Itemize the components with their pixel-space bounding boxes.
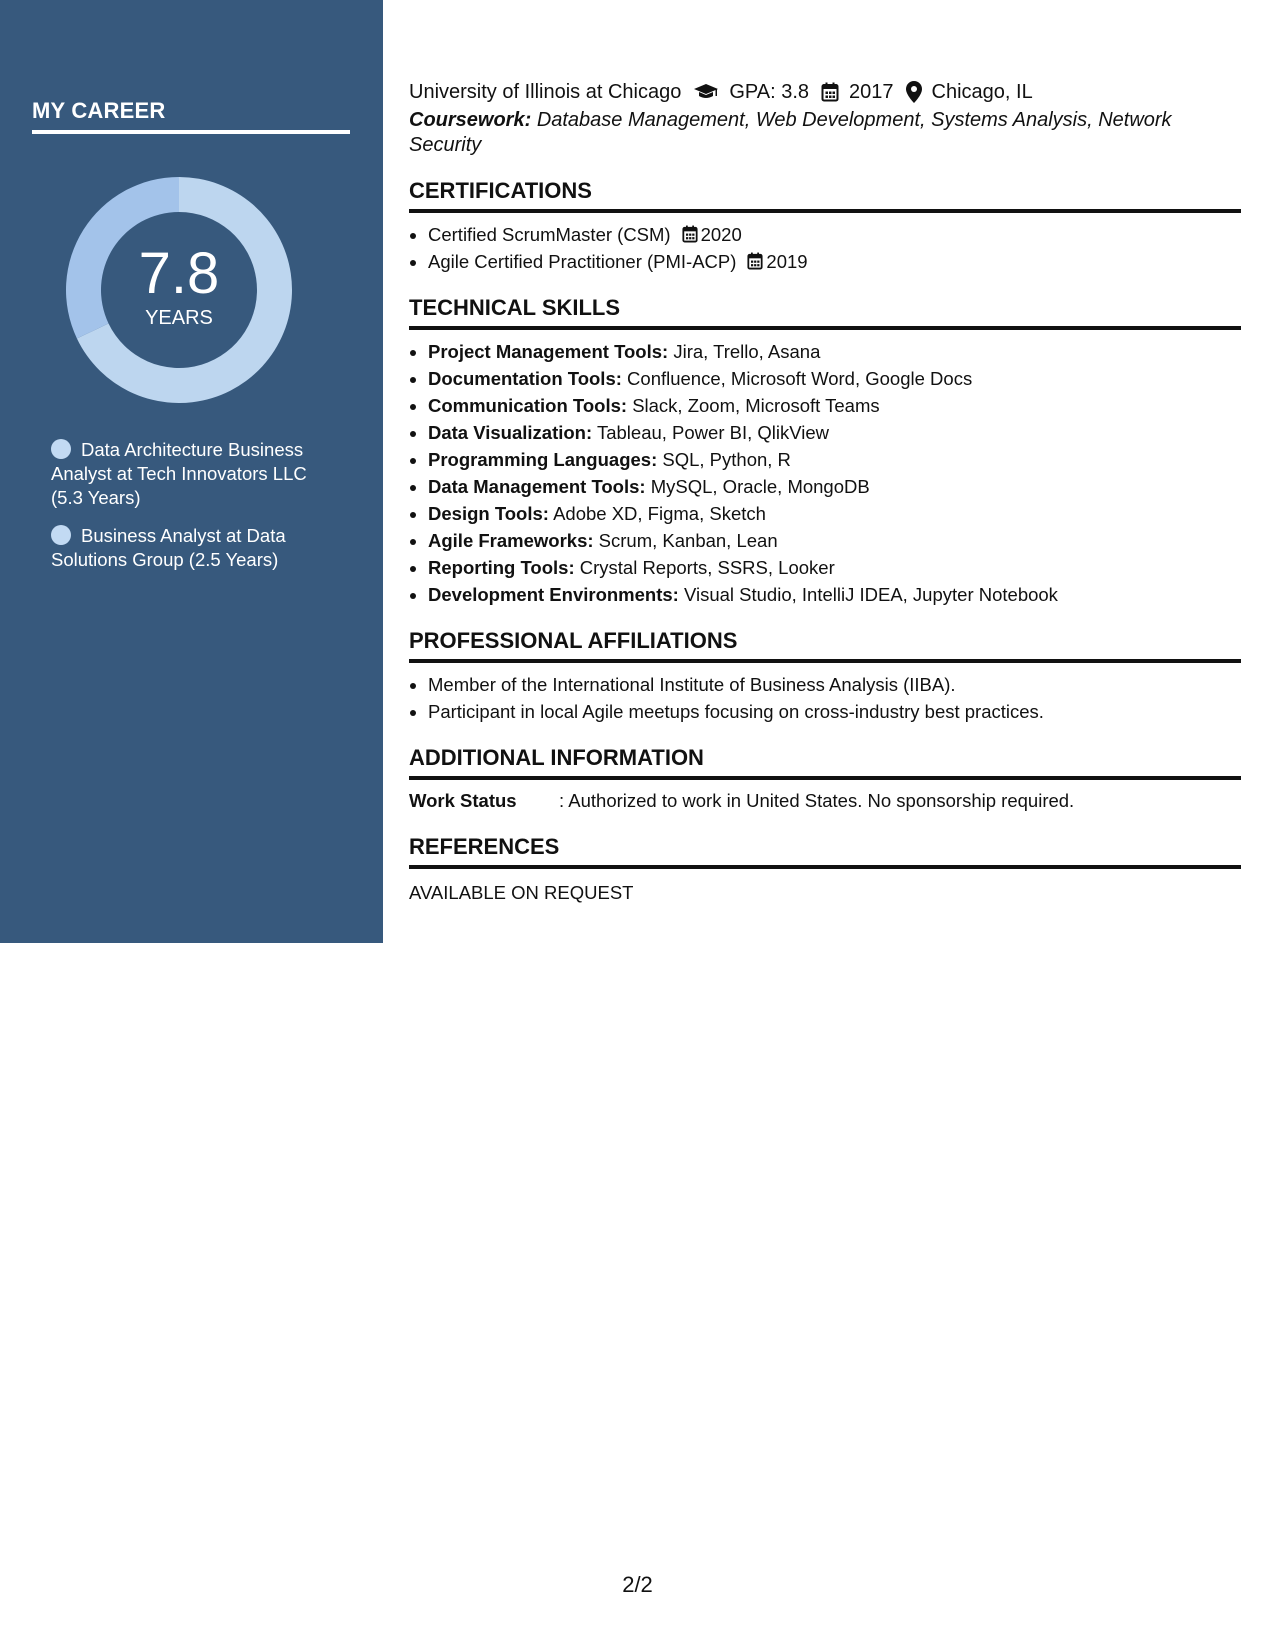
skill-value: Confluence, Microsoft Word, Google Docs <box>627 368 973 389</box>
graduation-cap-icon <box>693 83 719 101</box>
skill-value: SQL, Python, R <box>662 449 791 470</box>
list-item <box>428 500 1241 527</box>
main-content <box>409 78 1241 906</box>
list-item <box>428 473 1241 500</box>
coursework-label: Coursework: <box>409 109 532 131</box>
legend-text: Business Analyst at Data Solutions Group (2.5 Years) <box>51 525 286 570</box>
list-item <box>428 392 1241 419</box>
skill-value: Jira, Trello, Asana <box>673 341 821 362</box>
career-title: MY CAREER <box>32 98 350 134</box>
skill-value: Slack, Zoom, Microsoft Teams <box>632 395 880 416</box>
list-item: • Member of the International Institute of Business Analysis (IIBA). <box>428 671 1241 698</box>
total-years-value: 7.8 <box>138 240 220 306</box>
work-status-value: : Authorized to work in United States. No sponsorship required. <box>559 790 1075 811</box>
coursework-list: Database Management, Web Development, Systems Analysis, Network Security <box>409 109 1172 156</box>
list-item <box>428 365 1241 392</box>
list-item: • Participant in local Agile meetups focusing on cross-industry best practices. <box>428 698 1241 725</box>
legend-item <box>51 438 331 510</box>
list-item <box>428 248 1241 275</box>
education-line <box>409 78 1241 106</box>
donut-center <box>66 177 292 403</box>
references-heading: REFERENCES <box>409 834 1241 869</box>
calendar-icon <box>747 252 763 270</box>
additional-info-heading: ADDITIONAL INFORMATION <box>409 745 1241 780</box>
technical-skills-heading: TECHNICAL SKILLS <box>409 295 1241 330</box>
certification-year: 2019 <box>766 251 808 272</box>
career-legend <box>51 438 331 586</box>
skill-label: Communication Tools: <box>428 395 628 416</box>
technical-skills-list <box>409 338 1241 608</box>
affiliations-list <box>409 671 1241 725</box>
graduation-year: 2017 <box>849 81 894 103</box>
legend-dot-icon <box>51 525 71 545</box>
skill-label: Project Management Tools: <box>428 341 669 362</box>
career-donut-chart <box>66 177 292 403</box>
work-status-label: Work Status <box>409 790 517 811</box>
list-item <box>428 419 1241 446</box>
location: Chicago, IL <box>931 81 1033 103</box>
gpa: GPA: 3.8 <box>729 81 810 103</box>
skill-label: Agile Frameworks: <box>428 530 594 551</box>
affiliations-heading: PROFESSIONAL AFFILIATIONS <box>409 628 1241 663</box>
certification-year: 2020 <box>700 224 742 245</box>
skill-value: Crystal Reports, SSRS, Looker <box>579 557 835 578</box>
skill-value: MySQL, Oracle, MongoDB <box>650 476 870 497</box>
skill-label: Development Environments: <box>428 584 679 605</box>
legend-item <box>51 524 331 572</box>
list-item <box>428 527 1241 554</box>
years-label: YEARS <box>145 306 213 329</box>
list-item <box>428 338 1241 365</box>
references-text: AVAILABLE ON REQUEST <box>409 882 634 903</box>
calendar-icon <box>682 225 698 243</box>
skill-label: Design Tools: <box>428 503 549 524</box>
skill-label: Documentation Tools: <box>428 368 622 389</box>
skill-value: Tableau, Power BI, QlikView <box>596 422 830 443</box>
certification-name: Certified ScrumMaster (CSM) <box>428 224 671 245</box>
skill-label: Data Management Tools: <box>428 476 646 497</box>
skill-label: Data Visualization: <box>428 422 593 443</box>
work-status-row <box>409 787 1241 814</box>
skill-label: Programming Languages: <box>428 449 658 470</box>
page-number: 2/2 <box>622 1572 653 1597</box>
skill-value: Adobe XD, Figma, Sketch <box>553 503 766 524</box>
list-item <box>428 581 1241 608</box>
list-item <box>428 554 1241 581</box>
career-sidebar <box>0 0 383 943</box>
list-item <box>428 221 1241 248</box>
map-pin-icon <box>906 81 922 103</box>
school-name: University of Illinois at Chicago <box>409 81 682 103</box>
certifications-heading: CERTIFICATIONS <box>409 178 1241 213</box>
legend-text: Data Architecture Business Analyst at Tech Innovators LLC (5.3 Years) <box>51 439 307 508</box>
skill-value: Visual Studio, IntelliJ IDEA, Jupyter Notebook <box>683 584 1058 605</box>
calendar-icon <box>821 82 839 102</box>
certifications-list <box>409 221 1241 275</box>
certification-name: Agile Certified Practitioner (PMI-ACP) <box>428 251 737 272</box>
list-item <box>428 446 1241 473</box>
skill-value: Scrum, Kanban, Lean <box>598 530 778 551</box>
coursework <box>409 108 1241 158</box>
skill-label: Reporting Tools: <box>428 557 575 578</box>
legend-dot-icon <box>51 439 71 459</box>
